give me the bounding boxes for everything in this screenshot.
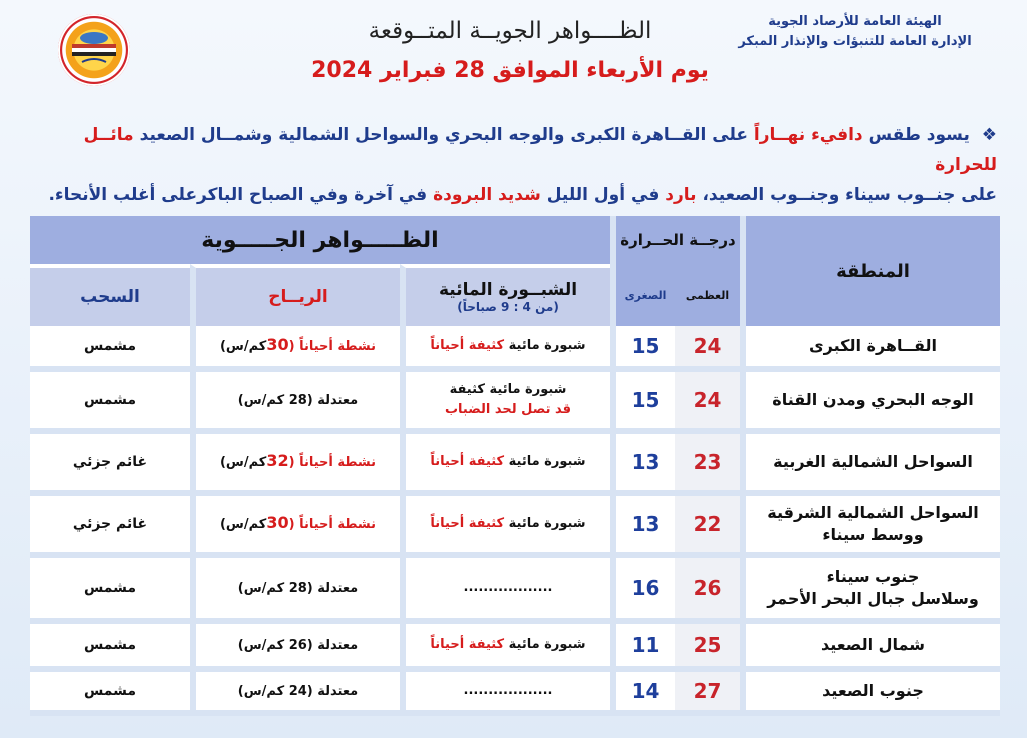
cloud-cell: مشمس [30, 326, 190, 372]
forecast-date: يوم الأربعاء الموافق 28 فبراير 2024 [311, 58, 709, 83]
wind-speed: 30 [266, 513, 289, 532]
cloud-cell: غائم جزئي [30, 434, 190, 496]
table-row [30, 496, 1000, 558]
mist-highlight: كثيفة أحياناً [430, 338, 505, 353]
region-header: المنطقة [740, 216, 1000, 326]
wind-cell [190, 434, 400, 496]
mist-text: شبورة مائية [508, 637, 586, 652]
region-name: جنوب سيناء [826, 567, 920, 586]
max-temp-label: العظمى [675, 264, 740, 326]
ema-logo-icon [58, 14, 130, 86]
max-temp-cell: 25 [675, 624, 740, 672]
mist-text: .................. [463, 580, 553, 595]
table-row [30, 672, 1000, 716]
mist-header [400, 264, 610, 326]
mist-text: شبورة مائية [508, 454, 586, 469]
min-temp-label: الصغرى [610, 264, 675, 326]
summary-text: على القــاهرة الكبرى والوجه البحري والسواحل الشمالية وشمــال الصعيد [139, 125, 748, 145]
max-temp-cell: 26 [675, 558, 740, 624]
page-title: الظــــواهر الجويــة المتــوقعة [368, 18, 652, 44]
mist-cell [400, 558, 610, 624]
min-temp-cell: 13 [610, 496, 675, 558]
max-temp-cell: 27 [675, 672, 740, 716]
table-row [30, 558, 1000, 624]
phenomena-header: الظـــــواهر الجـــــوية [30, 216, 610, 264]
temperature-header: درجــة الحــرارة [610, 216, 740, 264]
mist-cell [400, 434, 610, 496]
cloud-header: السحب [30, 264, 190, 326]
region-name: الوجه البحري ومدن القناة [772, 390, 974, 409]
max-temp-cell: 24 [675, 326, 740, 372]
region-cell [740, 326, 1000, 372]
wind-moderate-text: معتدلة (28 كم/س) [237, 393, 359, 408]
wind-speed: 30 [266, 335, 289, 354]
mist-cell [400, 372, 610, 434]
summary-highlight: شديد البرودة [433, 185, 541, 205]
summary-text: في أول الليل [546, 185, 660, 205]
mist-header-time: (من 4 : 9 صباحاً) [457, 300, 559, 314]
max-temp-cell: 24 [675, 372, 740, 434]
region-cell [740, 496, 1000, 558]
wind-cell [190, 372, 400, 434]
max-temp-cell: 22 [675, 496, 740, 558]
wind-cell [190, 558, 400, 624]
mist-highlight: كثيفة أحياناً [430, 637, 505, 652]
region-name: السواحل الشمالية الغربية [773, 452, 973, 471]
wind-unit: كم/س) [219, 517, 267, 532]
org-department: الإدارة العامة للتنبؤات والإنذار المبكر [738, 34, 972, 49]
mist-text: .................. [463, 683, 553, 698]
cloud-cell: مشمس [30, 624, 190, 672]
region-name-line2: ووسط سيناء [822, 525, 924, 544]
mist-cell [400, 672, 610, 716]
summary-text: في آخرة وفي الصباح الباكرعلى أغلب الأنحاء. [48, 185, 428, 205]
region-name: شمال الصعيد [821, 635, 925, 654]
region-name: السواحل الشمالية الشرقية [767, 503, 979, 522]
wind-active-text: نشطة أحياناً ( [288, 339, 377, 354]
bullet-icon: ❖ [981, 125, 997, 145]
max-temp-cell: 23 [675, 434, 740, 496]
summary-text: يسود طقس [868, 125, 970, 145]
mist-text: شبورة مائية [508, 338, 586, 353]
min-temp-cell: 15 [610, 326, 675, 372]
min-temp-cell: 15 [610, 372, 675, 434]
summary-highlight: مائــل للحرارة [83, 125, 997, 175]
region-cell [740, 672, 1000, 716]
summary-text: على جنــوب سيناء وجنــوب الصعيد، [702, 185, 997, 205]
wind-moderate-text: معتدلة (28 كم/س) [237, 581, 359, 596]
wind-cell [190, 624, 400, 672]
weather-summary [37, 120, 997, 210]
cloud-cell: مشمس [30, 372, 190, 434]
region-name: جنوب الصعيد [822, 681, 924, 700]
mist-cell [400, 496, 610, 558]
wind-active-text: نشطة أحياناً ( [288, 455, 377, 470]
wind-unit: كم/س) [219, 339, 267, 354]
wind-cell [190, 326, 400, 372]
wind-moderate-text: معتدلة (24 كم/س) [237, 684, 359, 699]
mist-cell [400, 326, 610, 372]
min-temp-cell: 16 [610, 558, 675, 624]
org-name: الهيئة العامة للأرصاد الجوية [768, 14, 942, 29]
cloud-cell: غائم جزئي [30, 496, 190, 558]
organization-block [725, 12, 985, 52]
summary-highlight: بارد [665, 185, 697, 205]
table-row [30, 326, 1000, 372]
forecast-table [30, 216, 1000, 716]
cloud-cell: مشمس [30, 672, 190, 716]
region-name: القــاهرة الكبرى [809, 336, 937, 355]
min-temp-cell: 11 [610, 624, 675, 672]
cloud-cell: مشمس [30, 558, 190, 624]
mist-highlight: كثيفة أحياناً [430, 454, 505, 469]
mist-text: شبورة مائية كثيفة [449, 382, 567, 397]
region-cell [740, 624, 1000, 672]
wind-header: الريــاح [190, 264, 400, 326]
table-row [30, 624, 1000, 672]
region-cell [740, 558, 1000, 624]
table-row [30, 372, 1000, 434]
region-cell [740, 372, 1000, 434]
summary-highlight: دافيء نهــاراً [753, 125, 863, 145]
region-name-line2: وسلاسل جبال البحر الأحمر [767, 589, 979, 608]
wind-cell [190, 496, 400, 558]
min-temp-cell: 13 [610, 434, 675, 496]
wind-cell [190, 672, 400, 716]
mist-highlight: كثيفة أحياناً [430, 516, 505, 531]
wind-unit: كم/س) [219, 455, 267, 470]
table-row [30, 434, 1000, 496]
mist-text: شبورة مائية [508, 516, 586, 531]
logo-graphic [58, 14, 130, 86]
wind-speed: 32 [266, 451, 289, 470]
mist-cell [400, 624, 610, 672]
mist-header-title: الشبــورة المائية [438, 280, 578, 300]
region-cell [740, 434, 1000, 496]
wind-active-text: نشطة أحياناً ( [288, 517, 377, 532]
min-temp-cell: 14 [610, 672, 675, 716]
wind-moderate-text: معتدلة (26 كم/س) [237, 638, 359, 653]
mist-note: قد تصل لحد الضباب [444, 402, 572, 417]
